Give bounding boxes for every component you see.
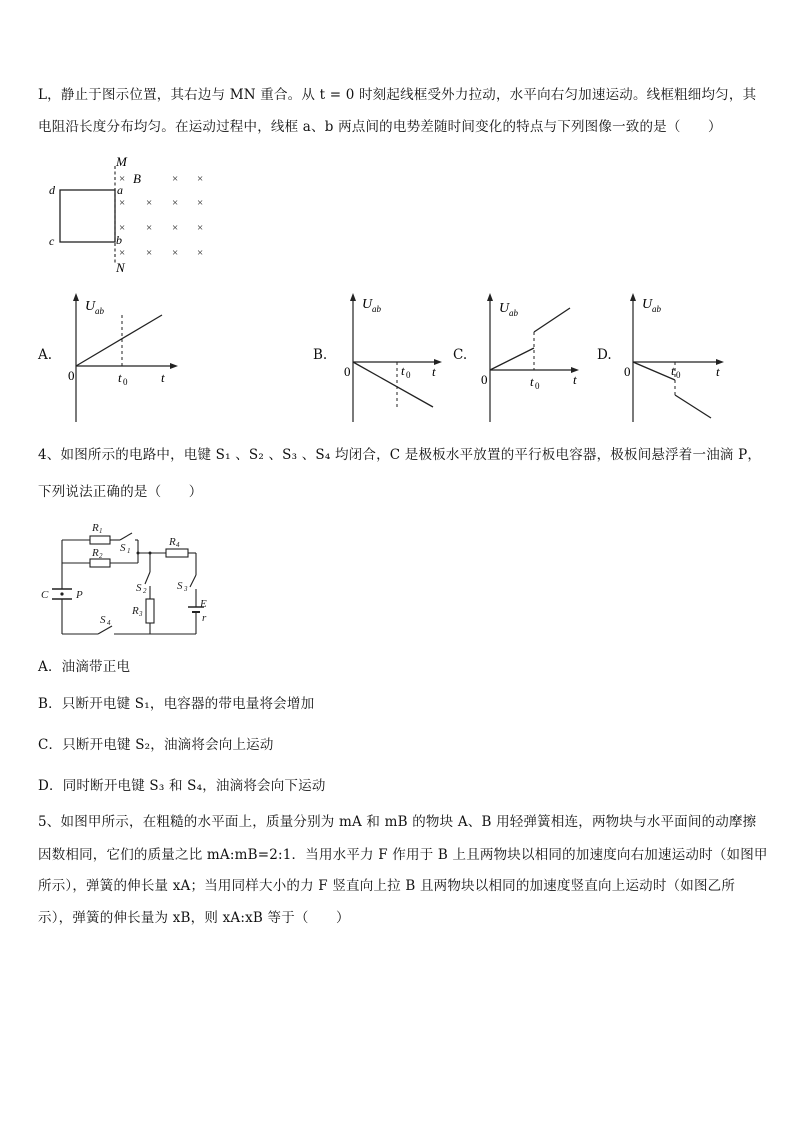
field-cross-mark: × (197, 197, 204, 209)
field-cross-mark: × (119, 173, 126, 185)
ylabel: U (642, 297, 653, 312)
label-c: c (49, 234, 55, 248)
field-cross-mark: × (197, 247, 204, 259)
q3-text-line-2: 电阻沿长度分布均匀。在运动过程中，线框 a、b 两点间的电势差随时间变化的特点与下列图像一致的是（ ） (38, 119, 722, 135)
ylabel-sub: ab (95, 306, 104, 316)
t-axis: t (716, 364, 720, 379)
label-R4-sub: 4 (176, 541, 180, 549)
label-S3: S (177, 580, 183, 592)
label-C: C (41, 589, 49, 601)
t-axis: t (573, 372, 577, 387)
q4-option-c[interactable]: C．只断开电键 S₂，油滴将会向上运动 (38, 737, 274, 753)
t0-sub: 0 (406, 370, 411, 380)
ylabel-sub: ab (652, 304, 661, 314)
t-axis: t (432, 364, 436, 379)
label-P: P (76, 589, 83, 601)
q5-text-line-1: 5、如图甲所示，在粗糙的水平面上，质量分别为 mA 和 mB 的物块 A、B 用轻弹簧相连，两物块与水平面间的动摩擦 (38, 814, 757, 830)
q4-text-line-1: 4、如图所示的电路中，电键 S₁ 、S₂ 、S₃ 、S₄ 均闭合，C 是极板水平放置的平行板电容器，极板间悬浮着一油滴 P， (38, 447, 762, 463)
q3-option-c-label: C. (453, 347, 468, 363)
q4-option-d[interactable]: D．同时断开电键 S₃ 和 S₄，油滴将会向下运动 (38, 778, 326, 794)
q4-text-line-2: 下列说法正确的是（ ） (38, 484, 203, 500)
origin: 0 (481, 372, 488, 387)
q5-text-line-4: 示），弹簧的伸长量为 xB，则 xA:xB 等于（ ） (38, 910, 350, 926)
t0-sub: 0 (123, 377, 128, 387)
origin: 0 (624, 364, 631, 379)
t0-sub: 0 (676, 370, 681, 380)
field-cross-mark: × (146, 247, 153, 259)
q3-graph-a[interactable] (58, 290, 188, 425)
label-r: r (202, 612, 207, 624)
ylabel-sub: ab (509, 308, 518, 318)
field-cross-mark: × (197, 222, 204, 234)
label-b: b (116, 233, 122, 247)
label-S1: S (120, 542, 126, 554)
field-cross-mark: × (119, 247, 126, 259)
field-cross-mark: × (119, 222, 126, 234)
q3-graph-c[interactable] (472, 290, 587, 425)
label-S2-sub: 2 (143, 587, 147, 595)
label-R3-sub: 3 (139, 610, 143, 618)
label-N: N (116, 260, 125, 275)
q4-circuit-diagram (38, 517, 213, 642)
field-cross-mark: × (172, 247, 179, 259)
label-S4-sub: 4 (107, 619, 111, 627)
t0: t (671, 363, 675, 378)
label-d: d (49, 183, 55, 197)
q3-option-d-label: D. (597, 347, 612, 363)
q3-field-figure (40, 152, 230, 282)
t0-sub: 0 (535, 381, 540, 391)
label-S4: S (100, 614, 106, 626)
field-cross-mark: × (197, 173, 204, 185)
q3-text-line-1: L，静止于图示位置，其右边与 MN 重合。从 t = 0 时刻起线框受外力拉动，水平向右匀加速运动。线框粗细均匀，其 (38, 87, 757, 103)
label-S3-sub: 3 (184, 585, 188, 593)
q3-option-a-label: A. (38, 347, 53, 363)
label-R2-sub: 2 (99, 552, 103, 560)
q3-option-b-label: B. (313, 347, 328, 363)
ylabel: U (85, 299, 96, 314)
t-axis: t (161, 370, 165, 385)
label-R3: R (132, 605, 139, 617)
label-R1-sub: 1 (99, 527, 103, 535)
label-R2: R (92, 547, 99, 559)
q3-graph-b[interactable] (335, 290, 450, 425)
label-S1-sub: 1 (127, 547, 131, 555)
label-a: a (117, 183, 123, 197)
ylabel: U (362, 297, 373, 312)
label-R1: R (92, 522, 99, 534)
field-cross-mark: × (172, 197, 179, 209)
q4-option-a[interactable]: A．油滴带正电 (38, 659, 131, 675)
field-cross-mark: × (172, 222, 179, 234)
ylabel-sub: ab (372, 304, 381, 314)
field-cross-mark: × (146, 197, 153, 209)
t0: t (401, 363, 405, 378)
q3-graph-d[interactable] (615, 290, 735, 425)
ylabel: U (499, 301, 510, 316)
field-cross-mark: × (172, 173, 179, 185)
origin: 0 (344, 364, 351, 379)
q5-text-line-2: 因数相同，它们的质量之比 mA:mB=2:1．当用水平力 F 作用于 B 上且两物块以相同的加速度向右加速运动时（如图甲 (38, 847, 768, 863)
field-cross-mark: × (146, 222, 153, 234)
q4-option-b[interactable]: B．只断开电键 S₁，电容器的带电量将会增加 (38, 696, 315, 712)
field-cross-mark: × (119, 197, 126, 209)
t0: t (530, 374, 534, 389)
label-R4: R (169, 536, 176, 548)
origin: 0 (68, 368, 75, 383)
q5-text-line-3: 所示），弹簧的伸长量 xA；当用同样大小的力 F 竖直向上拉 B 且两物块以相同的加速度竖直向上运动时（如图乙所 (38, 878, 736, 894)
label-E: E (200, 598, 207, 610)
label-B: B (133, 171, 141, 186)
label-M: M (116, 154, 127, 169)
label-S2: S (136, 582, 142, 594)
t0: t (118, 370, 122, 385)
